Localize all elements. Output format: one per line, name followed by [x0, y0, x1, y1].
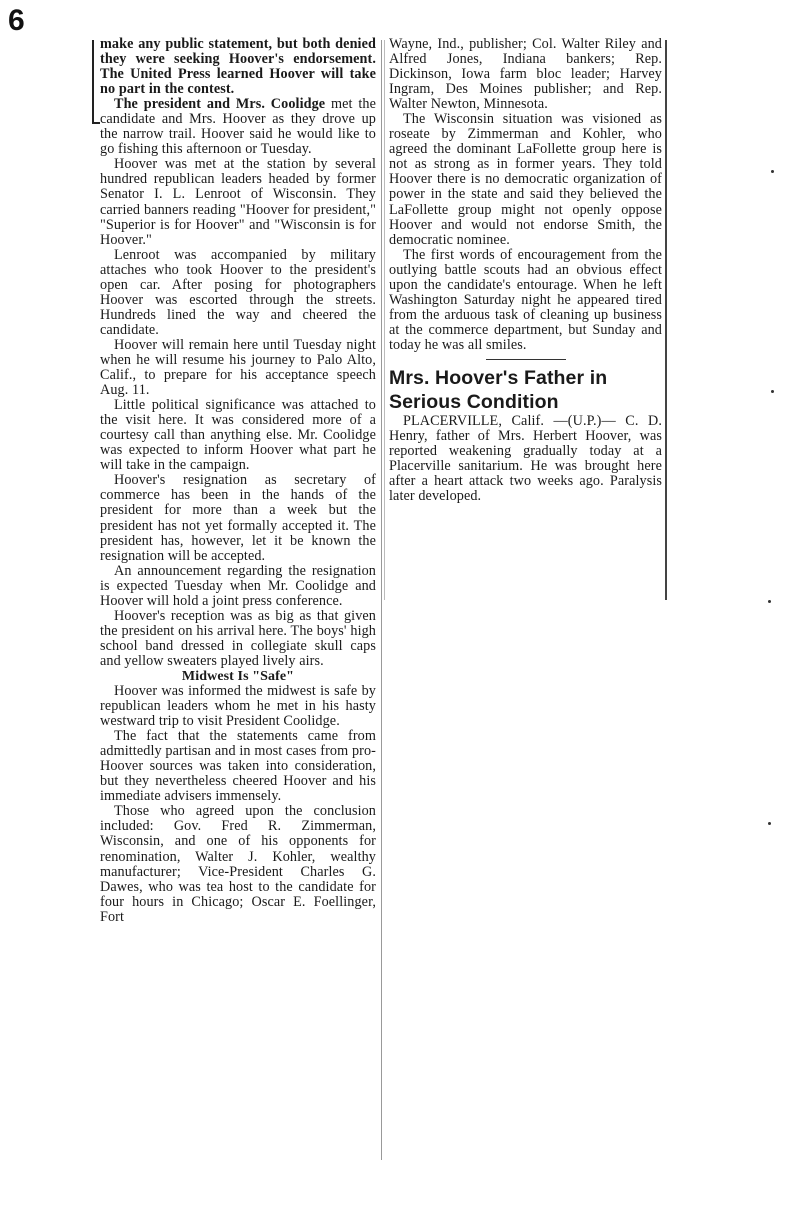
- article-paragraph: The fact that the statements came from admittedly partisan and in most cases from pro-Hoover sources was taken into consideration, but they nevertheless cheered Hoover and his immediate advisers immensely.: [100, 728, 376, 805]
- left-column: [100, 37, 376, 925]
- article-paragraph: The Wisconsin situation was visioned as roseate by Zimmerman and Kohler, who agreed the dominant LaFollette group here is not as strong as in former years. They told Hoover there is no democratic organization of power in the state and said they believed the LaFollette group might not openly oppose Hoover and would not endorse Smith, the democratic nominee.: [389, 111, 662, 248]
- article-continuation: Wayne, Ind., publisher; Col. Walter Riley and Alfred Jones, Indiana bankers; Rep. Dickinson, Iowa farm bloc leader; Harvey Ingram, Des Moines publisher; and Rep. Walter Newton, Minnesota.: [389, 36, 662, 113]
- article-paragraph: Hoover was informed the midwest is safe by republican leaders whom he met in his hasty westward trip to visit President Coolidge.: [100, 683, 376, 730]
- paragraph-lead: The president and Mrs. Coolidge: [114, 96, 326, 113]
- article-paragraph: Hoover was met at the station by several hundred republican leaders headed by former Senator I. L. Lenroot of Wisconsin. They carried banners reading "Hoover for president," "Superior is for Hoover" and "Wisconsin is for Hoover.": [100, 156, 376, 248]
- article-paragraph: Lenroot was accompanied by military attaches who took Hoover to the president's open car. After posing for photographers Hoover was escorted through the streets. Hundreds lined the way and cheered the candidate.: [100, 246, 376, 338]
- article-paragraph: Those who agreed upon the conclusion included: Gov. Fred R. Zimmerman, Wisconsin, and one of his opponents for renomination, Walter J. Kohler, wealthy manufacturer; Vice-President Charles G. Dawes, who was tea host to the candidate for four hours in Chicago; Oscar E. Foellinger, Fort: [100, 803, 376, 925]
- margin-dot: [768, 822, 771, 825]
- right-column: [389, 37, 662, 504]
- paragraph-text: met the candidate and Mrs. Hoover as they drove up the narrow trail. Hoover said he would like to go fishing this afternoon or Tuesday.: [100, 96, 376, 158]
- column-rule-inner: [384, 40, 385, 600]
- margin-dot: [768, 600, 771, 603]
- margin-marker: [92, 40, 94, 124]
- margin-dot: [771, 170, 774, 173]
- article-paragraph: Hoover's reception was as big as that given the president on his arrival here. The boys' high school band dressed in collegiate skull caps and yellow sweaters played lively airs.: [100, 607, 376, 669]
- column-rule: [381, 40, 382, 1160]
- article-paragraph: Little political significance was attached to the visit here. It was considered more of a courtesy call than anything else. Mr. Coolidge was expected to inform Hoover what part he will take in the campaign.: [100, 397, 376, 474]
- article-paragraph: The first words of encouragement from the outlying battle scouts had an obvious effect upon the candidate's entourage. When he left Washington Saturday night he appeared tired from the arduous task of cleaning up business at the commerce department, but Sunday and today he was all smiles.: [389, 246, 662, 353]
- right-margin-marker: [665, 40, 667, 600]
- article-intro: make any public statement, but both denied they were seeking Hoover's endorsement. The United Press learned Hoover will take no part in the contest.: [100, 36, 376, 98]
- article-paragraph: Hoover will remain here until Tuesday night when he will resume his journey to Palo Alto, Calif., to prepare for his acceptance speech Aug. 11.: [100, 336, 376, 399]
- margin-dot: [771, 390, 774, 393]
- article-paragraph: [100, 97, 376, 157]
- article-paragraph: Hoover's resignation as secretary of commerce has been in the hands of the president for more than a week but the president has not yet formally accepted it. The president has, however, let it be known the resignation will be accepted.: [100, 472, 376, 564]
- headline: Mrs. Hoover's Father in Serious Condition: [389, 366, 608, 413]
- section-subhead: Midwest Is "Safe": [181, 668, 295, 684]
- page-number: 6: [8, 4, 25, 37]
- margin-bracket: [92, 122, 100, 124]
- article-divider: [486, 359, 566, 360]
- article-dateline: PLACERVILLE, Calif. —(U.P.)— C. D. Henry, father of Mrs. Herbert Hoover, was reported weakening gradually today at a Placerville sanitarium. He was brought here after a heart attack two weeks ago. Paralysis later developed.: [389, 412, 662, 505]
- article-paragraph: An announcement regarding the resignation is expected Tuesday when Mr. Coolidge and Hoover will hold a joint press conference.: [100, 562, 376, 609]
